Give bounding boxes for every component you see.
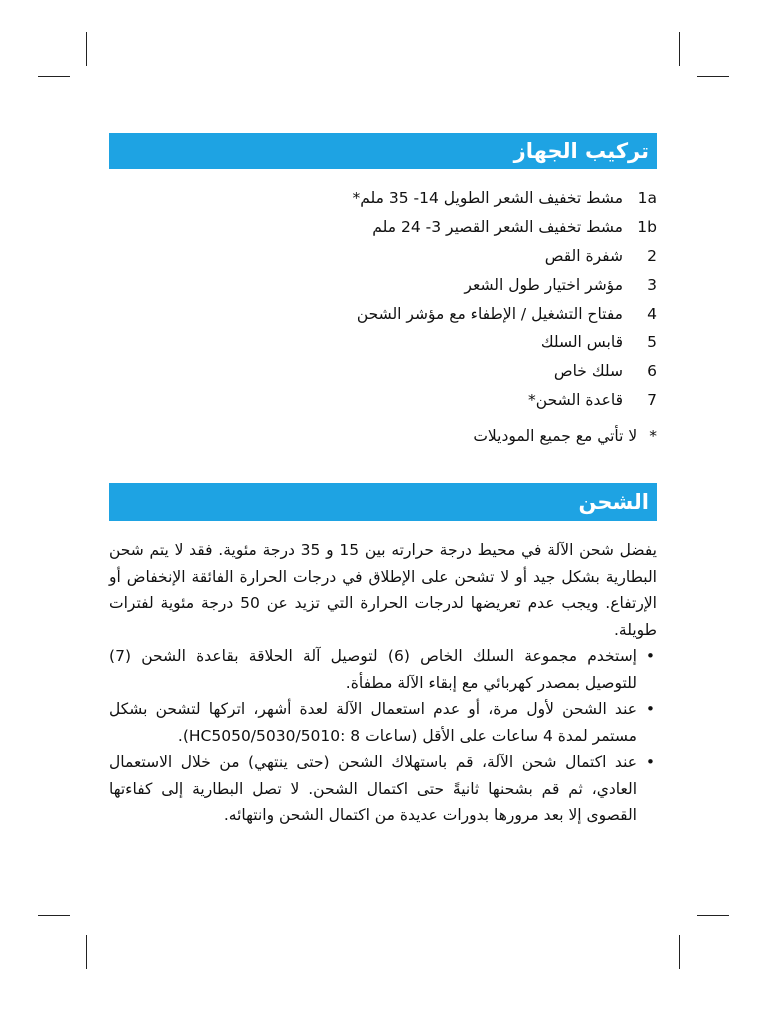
list-item [117,386,657,415]
item-label: قاعدة الشحن* [528,390,623,409]
item-number: 6 [647,362,657,381]
list-item [117,270,657,299]
bullet-icon: • [645,647,655,665]
list-item [109,696,657,749]
section-title-device-parts: تركيب الجهاز [109,133,657,169]
item-label: مؤشر اختيار طول الشعر [464,275,623,294]
list-item [117,242,657,271]
crop-mark [697,915,729,916]
item-label: مفتاح التشغيل / الإطفاء مع مؤشر الشحن [356,304,623,323]
bullet-text: عند اكتمال شحن الآلة، قم باستهلاك الشحن (حتى ينتهي) من خلال الاستعمال العادي، ثم قم بشحنها ثانيةً حتى اكتمال الشحن. لا تصل البطارية إلى كفاءتها القصوى إلا بعد مرورها بدورات عديدة من اكتمال الشحن وانتهائه. [109,753,637,824]
list-item [117,328,657,357]
item-number: 3 [647,275,657,294]
list-item [117,184,657,213]
crop-mark [679,935,680,969]
footnote-text: لا تأتي مع جميع الموديلات [473,427,638,445]
item-number: 2 [647,246,657,265]
parts-list [117,184,657,414]
item-label: مشط تخفيف الشعر الطويل 14- 35 ملم* [352,189,623,208]
crop-mark [86,32,87,66]
list-item [109,643,657,696]
crop-mark [86,935,87,969]
section-title-charging: الشحن [109,483,657,521]
footnote-mark: * [649,427,657,445]
list-item [117,299,657,328]
bullet-icon: • [645,753,655,771]
item-number: 1b [637,218,657,237]
charging-body [109,537,657,829]
bullet-icon: • [645,700,655,718]
item-label: سلك خاص [553,362,623,381]
item-number: 5 [647,333,657,352]
item-number: 1a [637,189,657,208]
crop-mark [38,76,70,77]
bullet-text: إستخدم مجموعة السلك الخاص (6) لتوصيل آلة الحلاقة بقاعدة الشحن (7) للتوصيل بمصدر كهربائي مع إبقاء الآلة مطفأة. [109,647,637,692]
list-item [117,357,657,386]
crop-mark [679,32,680,66]
item-number: 7 [647,390,657,409]
charging-bullet-list [109,643,657,829]
intro-paragraph: يفضل شحن الآلة في محيط درجة حرارته بين 15 و 35 درجة مئوية. فقد لا يتم شحن البطارية بشكل جيد أو لا تشحن على الإطلاق في درجات الحرارة الفائقة الإنخفاض أو الإرتفاع. ويجب عدم تعريضها لدرجات الحرارة التي تزيد عن 50 درجة مئوية لفترات طويلة. [109,541,657,639]
item-label: قابس السلك [540,333,623,352]
bullet-text: عند الشحن لأول مرة، أو عدم استعمال الآلة لعدة أشهر، اتركها لتشحن بشكل مستمر لمدة 4 ساعات على الأقل (ساعات 8 :HC5050/5030/5010). [109,700,637,745]
item-label: شفرة القص [544,246,623,265]
item-number: 4 [647,304,657,323]
footnote [117,427,657,445]
item-label: مشط تخفيف الشعر القصير 3- 24 ملم [372,218,623,237]
list-item [117,213,657,242]
list-item [109,749,657,829]
crop-mark [38,915,70,916]
crop-mark [697,76,729,77]
